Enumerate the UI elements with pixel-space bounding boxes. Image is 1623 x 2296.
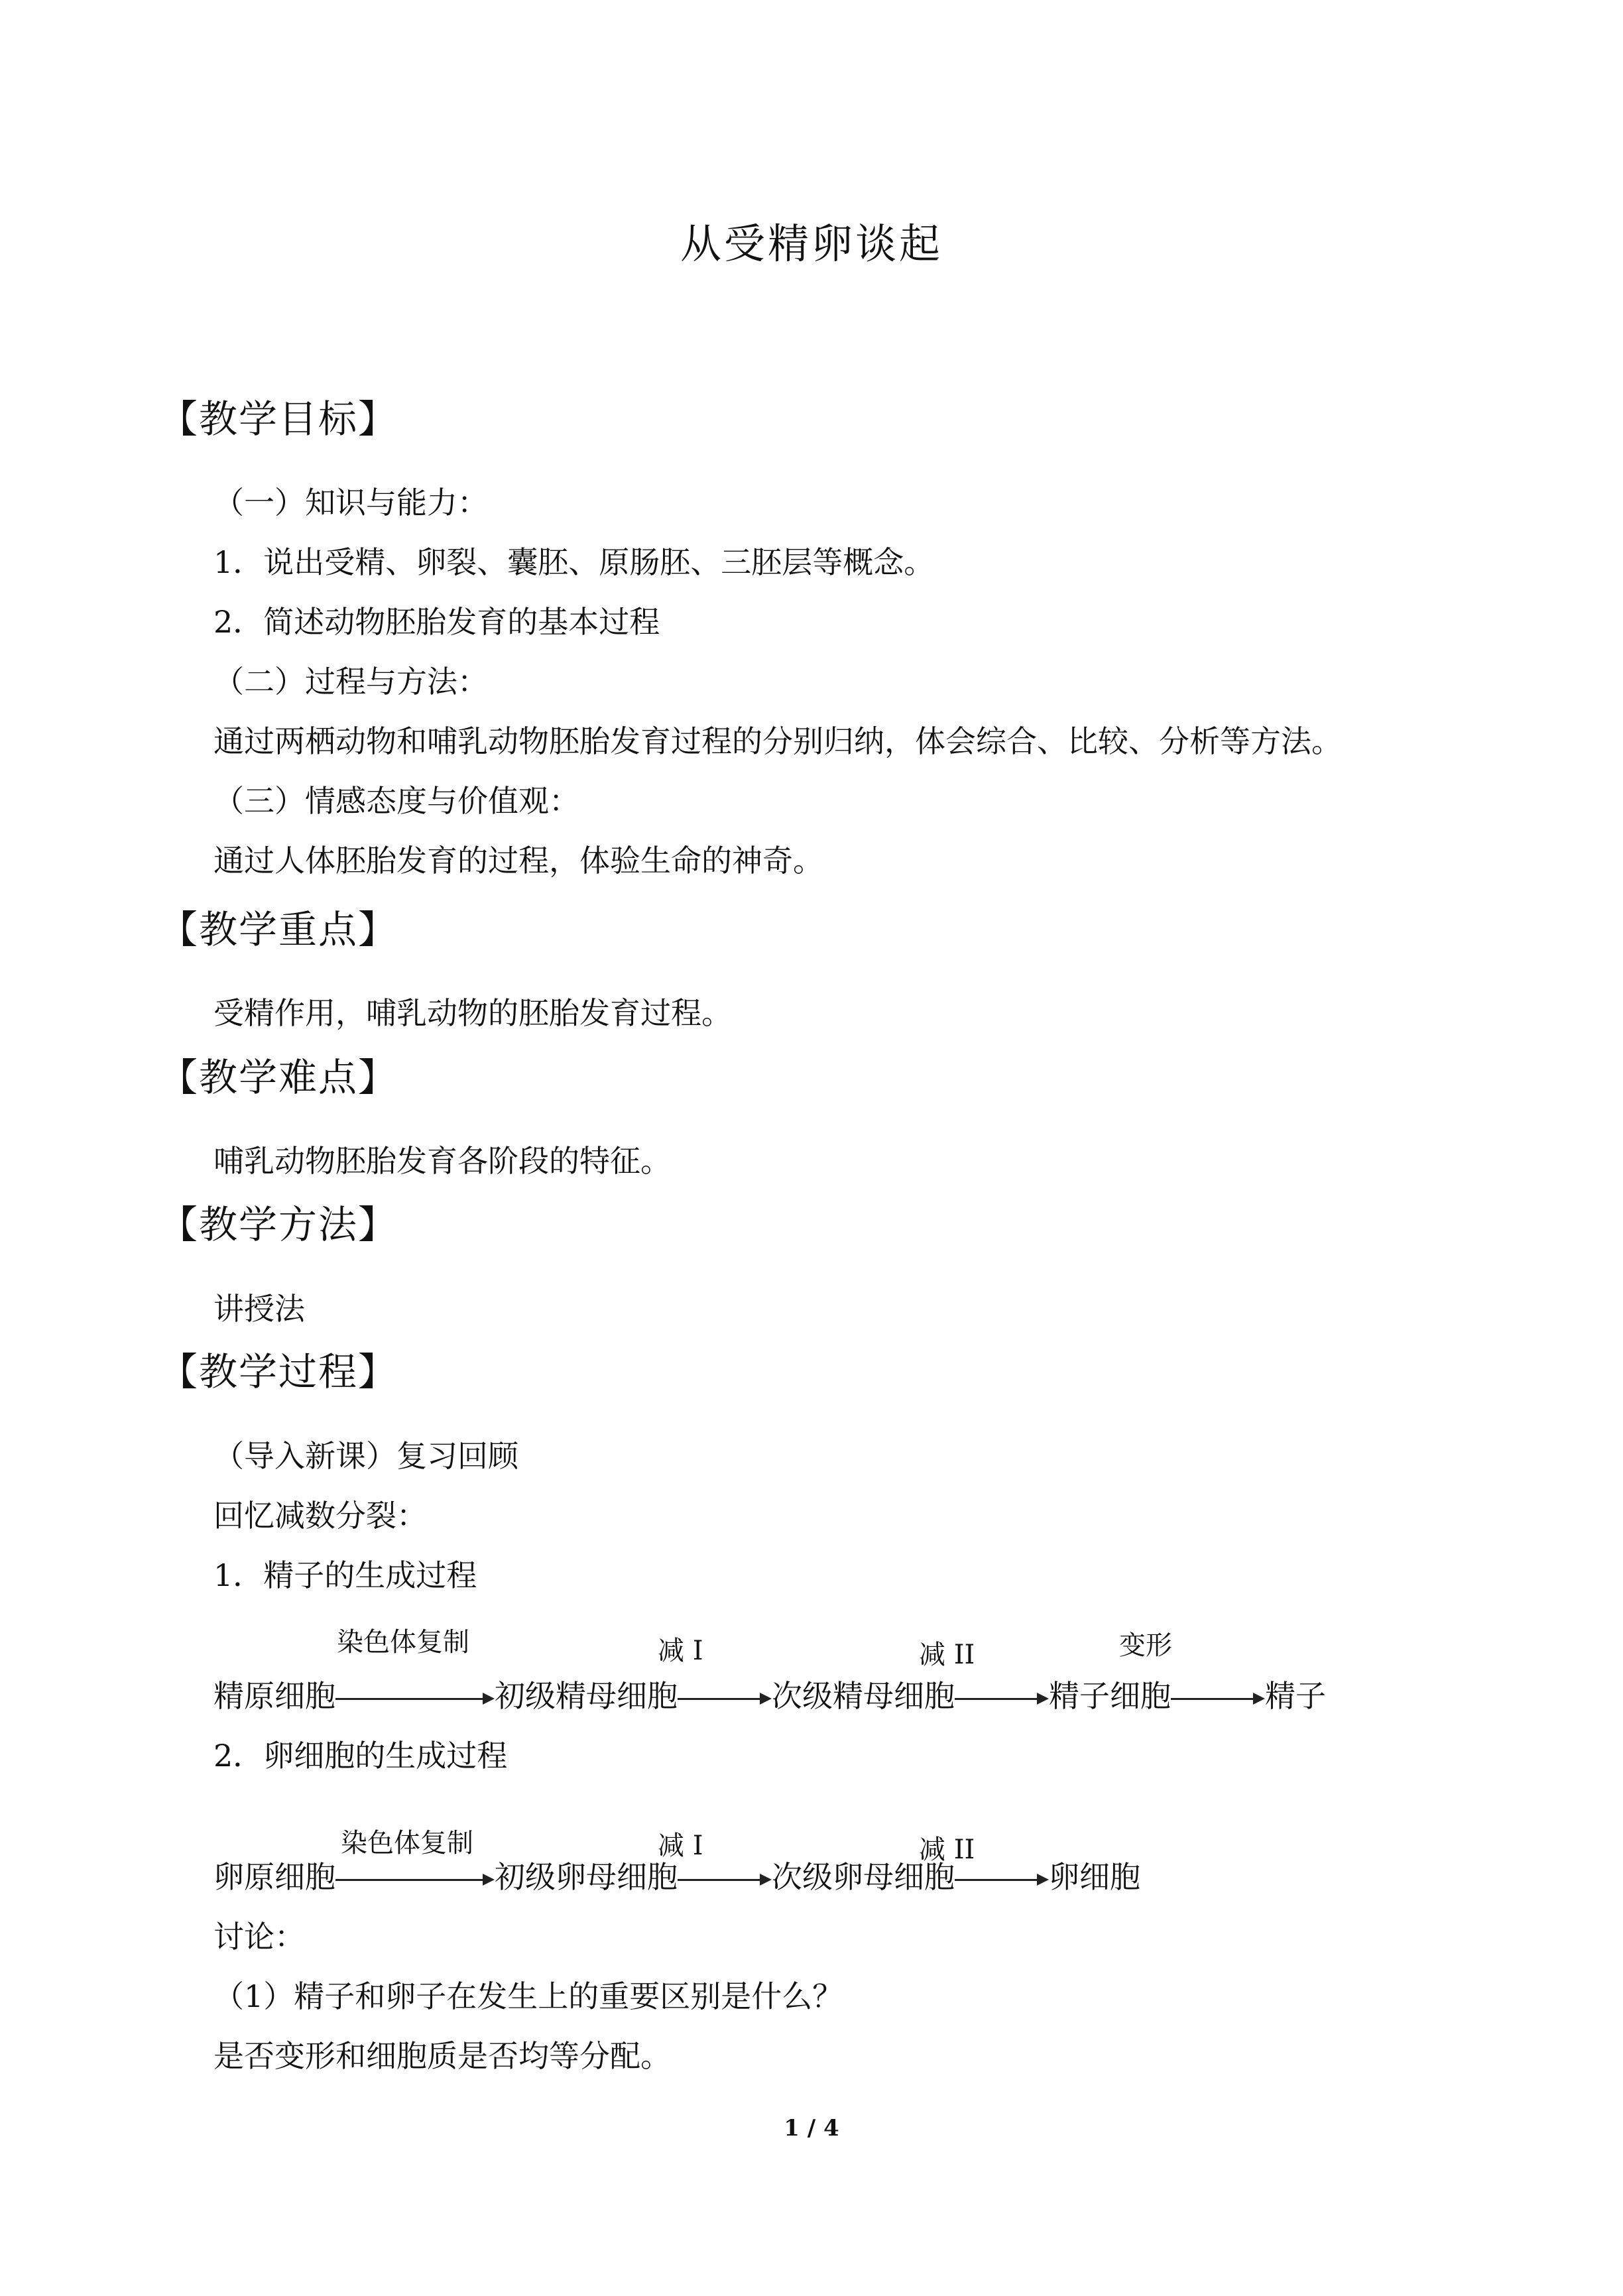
- discussion-question-1: （1）精子和卵子在发生上的重要区别是什么？: [213, 1978, 843, 2014]
- objective-text-3: 通过人体胚胎发育的过程，体验生命的神奇。: [213, 843, 823, 878]
- objective-item-1: 1．说出受精、卵裂、囊胚、原肠胚、三胚层等概念。: [213, 544, 935, 580]
- egg-node-secondary-oocyte: 次级卵母细胞: [772, 1859, 955, 1895]
- sperm-node-sperm: 精子: [1265, 1678, 1326, 1714]
- arrow-right-icon: [678, 1864, 772, 1895]
- egg-node-oogonium: 卵原细胞: [213, 1859, 335, 1895]
- egg-label-replication: 染色体复制: [341, 1828, 473, 1858]
- sperm-label-meiosis-2: 减 II: [919, 1640, 975, 1670]
- sperm-node-spermatid: 精子细胞: [1049, 1678, 1171, 1714]
- objective-item-2: 2．简述动物胚胎发育的基本过程: [213, 604, 660, 640]
- arrow-right-icon: [678, 1683, 772, 1714]
- egg-process-title: 2．卵细胞的生成过程: [213, 1738, 508, 1774]
- heading-methods: 【教学方法】: [159, 1202, 398, 1247]
- egg-label-meiosis-2: 减 II: [919, 1835, 975, 1865]
- egg-node-primary-oocyte: 初级卵母细胞: [495, 1859, 678, 1895]
- process-intro: （导入新课）复习回顾: [213, 1438, 518, 1474]
- heading-difficulties: 【教学难点】: [159, 1055, 398, 1100]
- egg-node-egg-cell: 卵细胞: [1049, 1859, 1140, 1895]
- arrow-right-icon: [1171, 1683, 1265, 1714]
- sperm-process-title: 1．精子的生成过程: [213, 1557, 477, 1593]
- sperm-label-transform: 变形: [1119, 1630, 1172, 1661]
- arrow-right-icon: [335, 1683, 495, 1714]
- heading-key-points: 【教学重点】: [159, 907, 398, 952]
- difficulties-text: 哺乳动物胚胎发育各阶段的特征。: [213, 1143, 671, 1179]
- egg-label-meiosis-1: 减 I: [658, 1831, 703, 1861]
- sperm-node-spermatogonium: 精原细胞: [213, 1678, 335, 1714]
- key-points-text: 受精作用，哺乳动物的胚胎发育过程。: [213, 995, 732, 1031]
- page-number: 1 / 4: [784, 2115, 839, 2142]
- egg-flow: [213, 1853, 1140, 1897]
- document-title: 从受精卵谈起: [680, 219, 943, 268]
- methods-text: 讲授法: [213, 1291, 305, 1327]
- sperm-flow: [213, 1672, 1326, 1716]
- process-recall: 回忆减数分裂：: [213, 1498, 427, 1534]
- arrow-right-icon: [955, 1683, 1049, 1714]
- sperm-node-secondary-spermatocyte: 次级精母细胞: [772, 1678, 955, 1714]
- sperm-label-meiosis-1: 减 I: [658, 1636, 703, 1666]
- sperm-node-primary-spermatocyte: 初级精母细胞: [495, 1678, 678, 1714]
- heading-objectives: 【教学目标】: [159, 396, 398, 442]
- sperm-label-replication: 染色体复制: [337, 1627, 469, 1658]
- arrow-right-icon: [955, 1864, 1049, 1895]
- arrow-right-icon: [335, 1864, 495, 1895]
- subheading-attitude: （三）情感态度与价值观：: [213, 783, 579, 819]
- subheading-knowledge: （一）知识与能力：: [213, 485, 488, 520]
- subheading-process-method: （二）过程与方法：: [213, 664, 488, 699]
- discussion-label: 讨论：: [213, 1919, 305, 1955]
- heading-process: 【教学过程】: [159, 1349, 398, 1394]
- objective-text-2: 通过两栖动物和哺乳动物胚胎发育过程的分别归纳，体会综合、比较、分析等方法。: [213, 723, 1342, 759]
- discussion-answer-1: 是否变形和细胞质是否均等分配。: [213, 2038, 671, 2074]
